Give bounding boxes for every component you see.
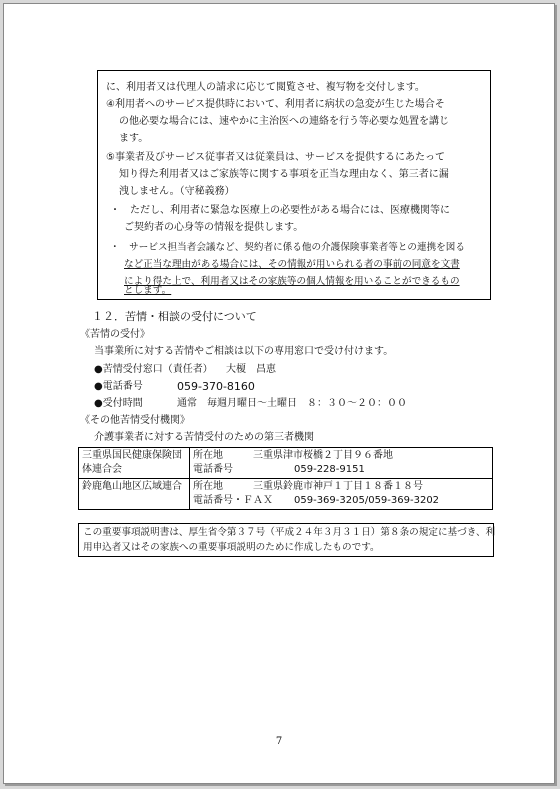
agency-name-cell [79,479,190,510]
agency-info-cell [190,448,493,479]
phone-value: 059-370-8160 [177,380,255,393]
tel-label: 電話番号 [193,464,233,475]
hours-label: ●受付時間 [94,398,143,409]
table-row [79,479,493,510]
tel-label: 電話番号・ＦＡＸ [193,495,273,506]
note-line-1: この重要事項説明書は、厚生省令第３７号（平成２４年３月３１日）第８条の規定に基づき、利 [83,527,496,538]
explanation-note-box [78,523,494,557]
box-line-2: ④利用者へのサービス提供時において、利用者に病状の急変が生じた場合そ [106,99,445,110]
box-line-4: ます。 [119,133,149,144]
agency-table [78,447,493,510]
third-party-intro: 介護事業者に対する苦情受付のための第三者機関 [94,432,314,443]
table-row [79,448,493,479]
window-label: ●苦情受付窓口（責任者） [94,364,213,375]
box-line-12: により得た上で、利用者又はその家族等の個人情報を用いることができるもの [124,276,460,287]
address-value: 三重県鈴鹿市神戸１丁目１８番１８号 [253,481,423,492]
box-line-5: ⑤事業者及びサービス従事者又は従業員は、サービスを提供するにあたって [106,152,445,163]
tel-value: 059-369-3205/059-369-3202 [294,495,440,506]
tel-value: 059-228-9151 [294,464,365,475]
other-agencies-subheading: 《その他苦情受付機関》 [80,415,190,426]
box-line-13: とします。 [124,285,172,296]
address-label: 所在地 [193,450,223,461]
document-page [3,3,555,784]
phone-label: ●電話番号 [94,381,143,392]
box-line-1: に、利用者又は代理人の請求に応じて閲覧させ、複写物を交付します。 [106,82,425,93]
window-value: 大榎 昌恵 [226,364,276,375]
terms-box [97,70,491,300]
box-line-6: 知り得た利用者又はご家族等に関する事項を正当な理由なく、第三者に漏 [119,169,449,180]
agency-name-line: 体連合会 [82,464,122,475]
hours-value: 通常 毎週月曜日～土曜日 ８：３０～２０：００ [177,398,407,409]
complaint-intro: 当事業所に対する苦情やご相談は以下の専用窓口で受け付けます。 [94,346,394,357]
agency-name-cell [79,448,190,479]
section-heading: １２．苦情・相談の受付について [92,310,257,323]
box-line-10: ・ サービス担当者会議など、契約者に係る他の介護保険事業者等との連携を図る [110,242,465,253]
page-number: 7 [275,736,283,747]
box-line-9: ご契約者の心身等の情報を提供します。 [124,222,304,233]
agency-info-cell [190,479,493,510]
note-line-2: 用申込者又はその家族への重要事項説明のために作成したものです。 [83,542,380,553]
address-value: 三重県津市桜橋２丁目９６番地 [253,450,393,461]
agency-name-line: 鈴鹿亀山地区広域連合 [82,481,182,492]
box-line-8: ・ ただし、利用者に緊急な医療上の必要性がある場合には、医療機関等に [110,205,450,216]
agency-name-line: 三重県国民健康保険団 [82,450,182,461]
address-label: 所在地 [193,481,223,492]
box-line-7: 洩しません。（守秘義務） [119,186,235,197]
box-line-3: の他必要な場合には、速やかに主治医への連絡を行う等必要な処置を講じ [119,116,449,127]
complaint-subheading: 《苦情の受付》 [80,329,150,340]
box-line-11: など正当な理由がある場合には、その情報が用いられる者の事前の同意を文書 [124,259,460,270]
